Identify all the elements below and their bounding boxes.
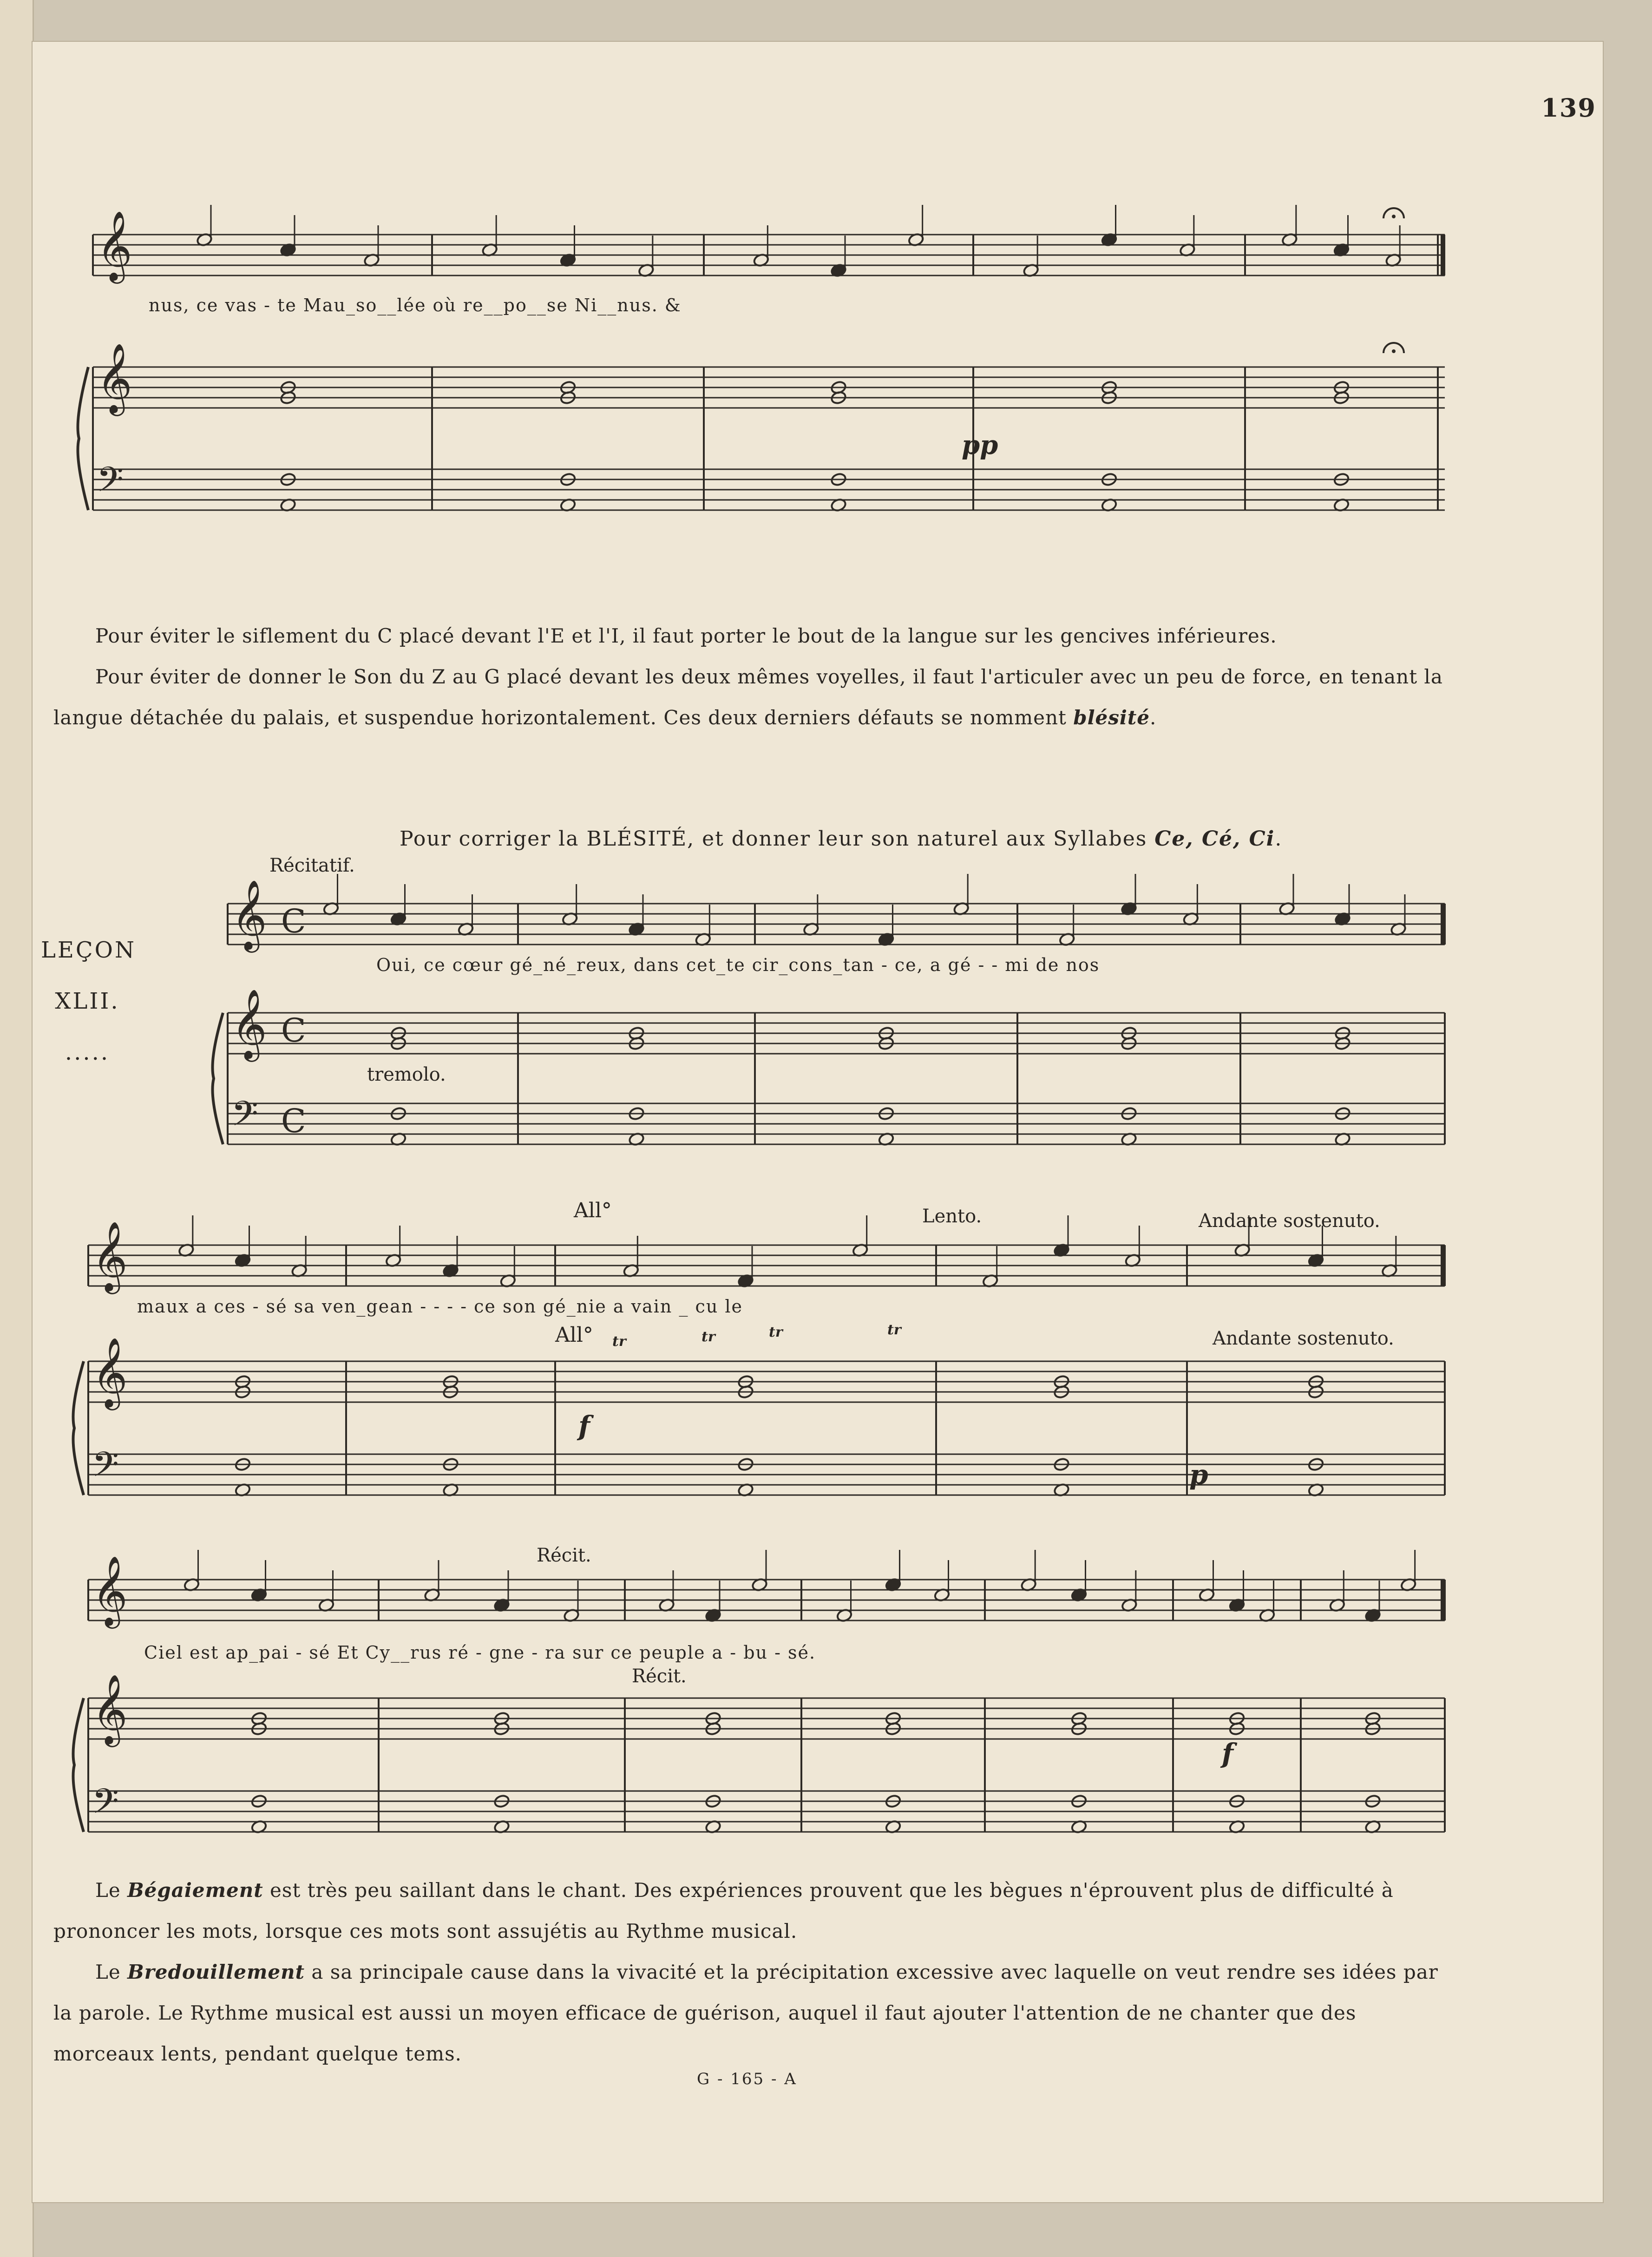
treble-clef-icon: 𝄞 bbox=[92, 1337, 128, 1407]
term-bredouillement: Bredouillement bbox=[127, 1961, 305, 1983]
term-begaiement: Bégaiement bbox=[127, 1879, 263, 1902]
bass-clef-icon: 𝄢 bbox=[231, 1094, 258, 1142]
treble-clef-icon: 𝄞 bbox=[92, 1220, 128, 1291]
tempo-lento: Lento. bbox=[922, 1206, 982, 1227]
lesson-heading bbox=[400, 827, 1282, 851]
treble-clef-icon: 𝄞 bbox=[92, 1673, 128, 1744]
recitatif-mark: Récitatif. bbox=[269, 855, 355, 876]
tempo-andante: Andante sostenuto. bbox=[1199, 1210, 1380, 1232]
lyrics-system-1: nus, ce vas - te Mau_so__lée où re__po__se Ni__nus. & bbox=[149, 295, 682, 315]
dynamic-forte: f bbox=[578, 1410, 590, 1442]
treble-clef-icon: 𝄞 bbox=[92, 1555, 128, 1626]
trill-mark-2: tr bbox=[701, 1329, 715, 1345]
paragraph-begaiement bbox=[53, 1870, 1447, 1952]
lyrics-system-4: Ciel est ap_pai - sé Et Cy__rus ré - gne - ra sur ce peuple a - bu - sé. bbox=[144, 1642, 816, 1663]
fermata-dot bbox=[1392, 349, 1396, 353]
paragraph-g-articulation bbox=[53, 656, 1447, 738]
dynamic-piano: p bbox=[1189, 1459, 1208, 1490]
tempo-allegro: All° bbox=[574, 1199, 612, 1222]
paragraph-bredouillement-text: a sa principale cause dans la vivacité et la précipitation excessive avec laquelle on veut rendre ses idées par la parole. Le Rythme musical est aussi un moyen efficace de guérison, auquel il faut ajouter l'attention de ne chanter que des morceaux lents, pendant quelque tems. bbox=[53, 1961, 1438, 2065]
piano-brace bbox=[78, 367, 89, 510]
trill-mark-3: tr bbox=[769, 1324, 783, 1340]
bass-clef-icon: 𝄢 bbox=[92, 1444, 119, 1493]
plate-code: G - 165 - A bbox=[697, 2070, 797, 2088]
bass-clef-icon: 𝄢 bbox=[97, 459, 124, 508]
lyrics-system-2: Oui, ce cœur gé_né_reux, dans cet_te cir_cons_tan - ce, a gé - - mi de nos bbox=[376, 955, 1100, 975]
piano-brace bbox=[73, 1698, 84, 1832]
bass-clef-icon: 𝄢 bbox=[92, 1781, 119, 1830]
lesson-heading-text: Pour corriger la BLÉSITÉ, et donner leur son naturel aux Syllabes bbox=[400, 827, 1155, 851]
tremolo-mark: tremolo. bbox=[367, 1064, 446, 1085]
paragraph-bredouillement-intro: Le bbox=[95, 1961, 128, 1983]
trill-mark-1: tr bbox=[612, 1333, 626, 1350]
treble-clef-icon: 𝄞 bbox=[231, 879, 267, 950]
lesson-label-dots: ..... bbox=[65, 1039, 110, 1065]
lyrics-system-3: maux a ces - sé sa ven_gean - - - - ce son gé_nie a vain _ cu le bbox=[137, 1296, 743, 1317]
lesson-heading-end: . bbox=[1275, 827, 1283, 851]
paragraph-begaiement-intro: Le bbox=[95, 1879, 128, 1902]
lesson-label bbox=[41, 925, 134, 1078]
treble-clef-icon: 𝄞 bbox=[97, 342, 132, 413]
piano-brace bbox=[213, 1013, 223, 1144]
lesson-label-title: LEÇON bbox=[41, 937, 136, 963]
common-time-icon: C bbox=[281, 902, 306, 940]
recit-piano: Récit. bbox=[632, 1666, 687, 1687]
piano-tempo-allegro: All° bbox=[555, 1323, 593, 1347]
common-time-icon: C bbox=[281, 1011, 306, 1050]
prose-block-top bbox=[53, 616, 1447, 738]
term-blesite: blésité bbox=[1073, 706, 1150, 729]
lesson-label-number: XLII. bbox=[55, 988, 120, 1014]
prose-block-bottom bbox=[53, 1870, 1447, 2074]
dynamic-pp: pp bbox=[962, 430, 998, 460]
paragraph-bredouillement bbox=[53, 1952, 1447, 2074]
trill-mark-4: tr bbox=[887, 1322, 901, 1338]
common-time-icon: C bbox=[281, 1102, 306, 1140]
dynamic-forte-2: f bbox=[1222, 1738, 1233, 1769]
recit-voice: Récit. bbox=[537, 1545, 591, 1566]
paragraph-g-end: . bbox=[1150, 706, 1157, 729]
piano-brace bbox=[73, 1361, 84, 1495]
page-number: 139 bbox=[1541, 93, 1596, 123]
paragraph-g-text: Pour éviter de donner le Son du Z au G placé devant les deux mêmes voyelles, il faut l'articuler avec un peu de force, en tenant la langue détachée du palais, et suspendue horizontalement. Ces deux derniers défauts se nomment bbox=[53, 665, 1443, 729]
paragraph-begaiement-text: est très peu saillant dans le chant. Des expériences prouvent que les bègues n'éprouvent plus de difficulté à prononcer les mots, lorsque ces mots sont assujétis au Rythme musical. bbox=[53, 1879, 1394, 1942]
piano-tempo-andante: Andante sostenuto. bbox=[1213, 1328, 1394, 1349]
treble-clef-icon: 𝄞 bbox=[231, 988, 267, 1059]
treble-clef-icon: 𝄞 bbox=[97, 210, 132, 281]
fermata-dot bbox=[1392, 215, 1396, 218]
lesson-heading-syllables: Ce, Cé, Ci bbox=[1154, 827, 1275, 851]
paragraph-c-sibilance: Pour éviter le siflement du C placé devant l'E et l'I, il faut porter le bout de la langue sur les gencives inférieures. bbox=[95, 624, 1277, 647]
